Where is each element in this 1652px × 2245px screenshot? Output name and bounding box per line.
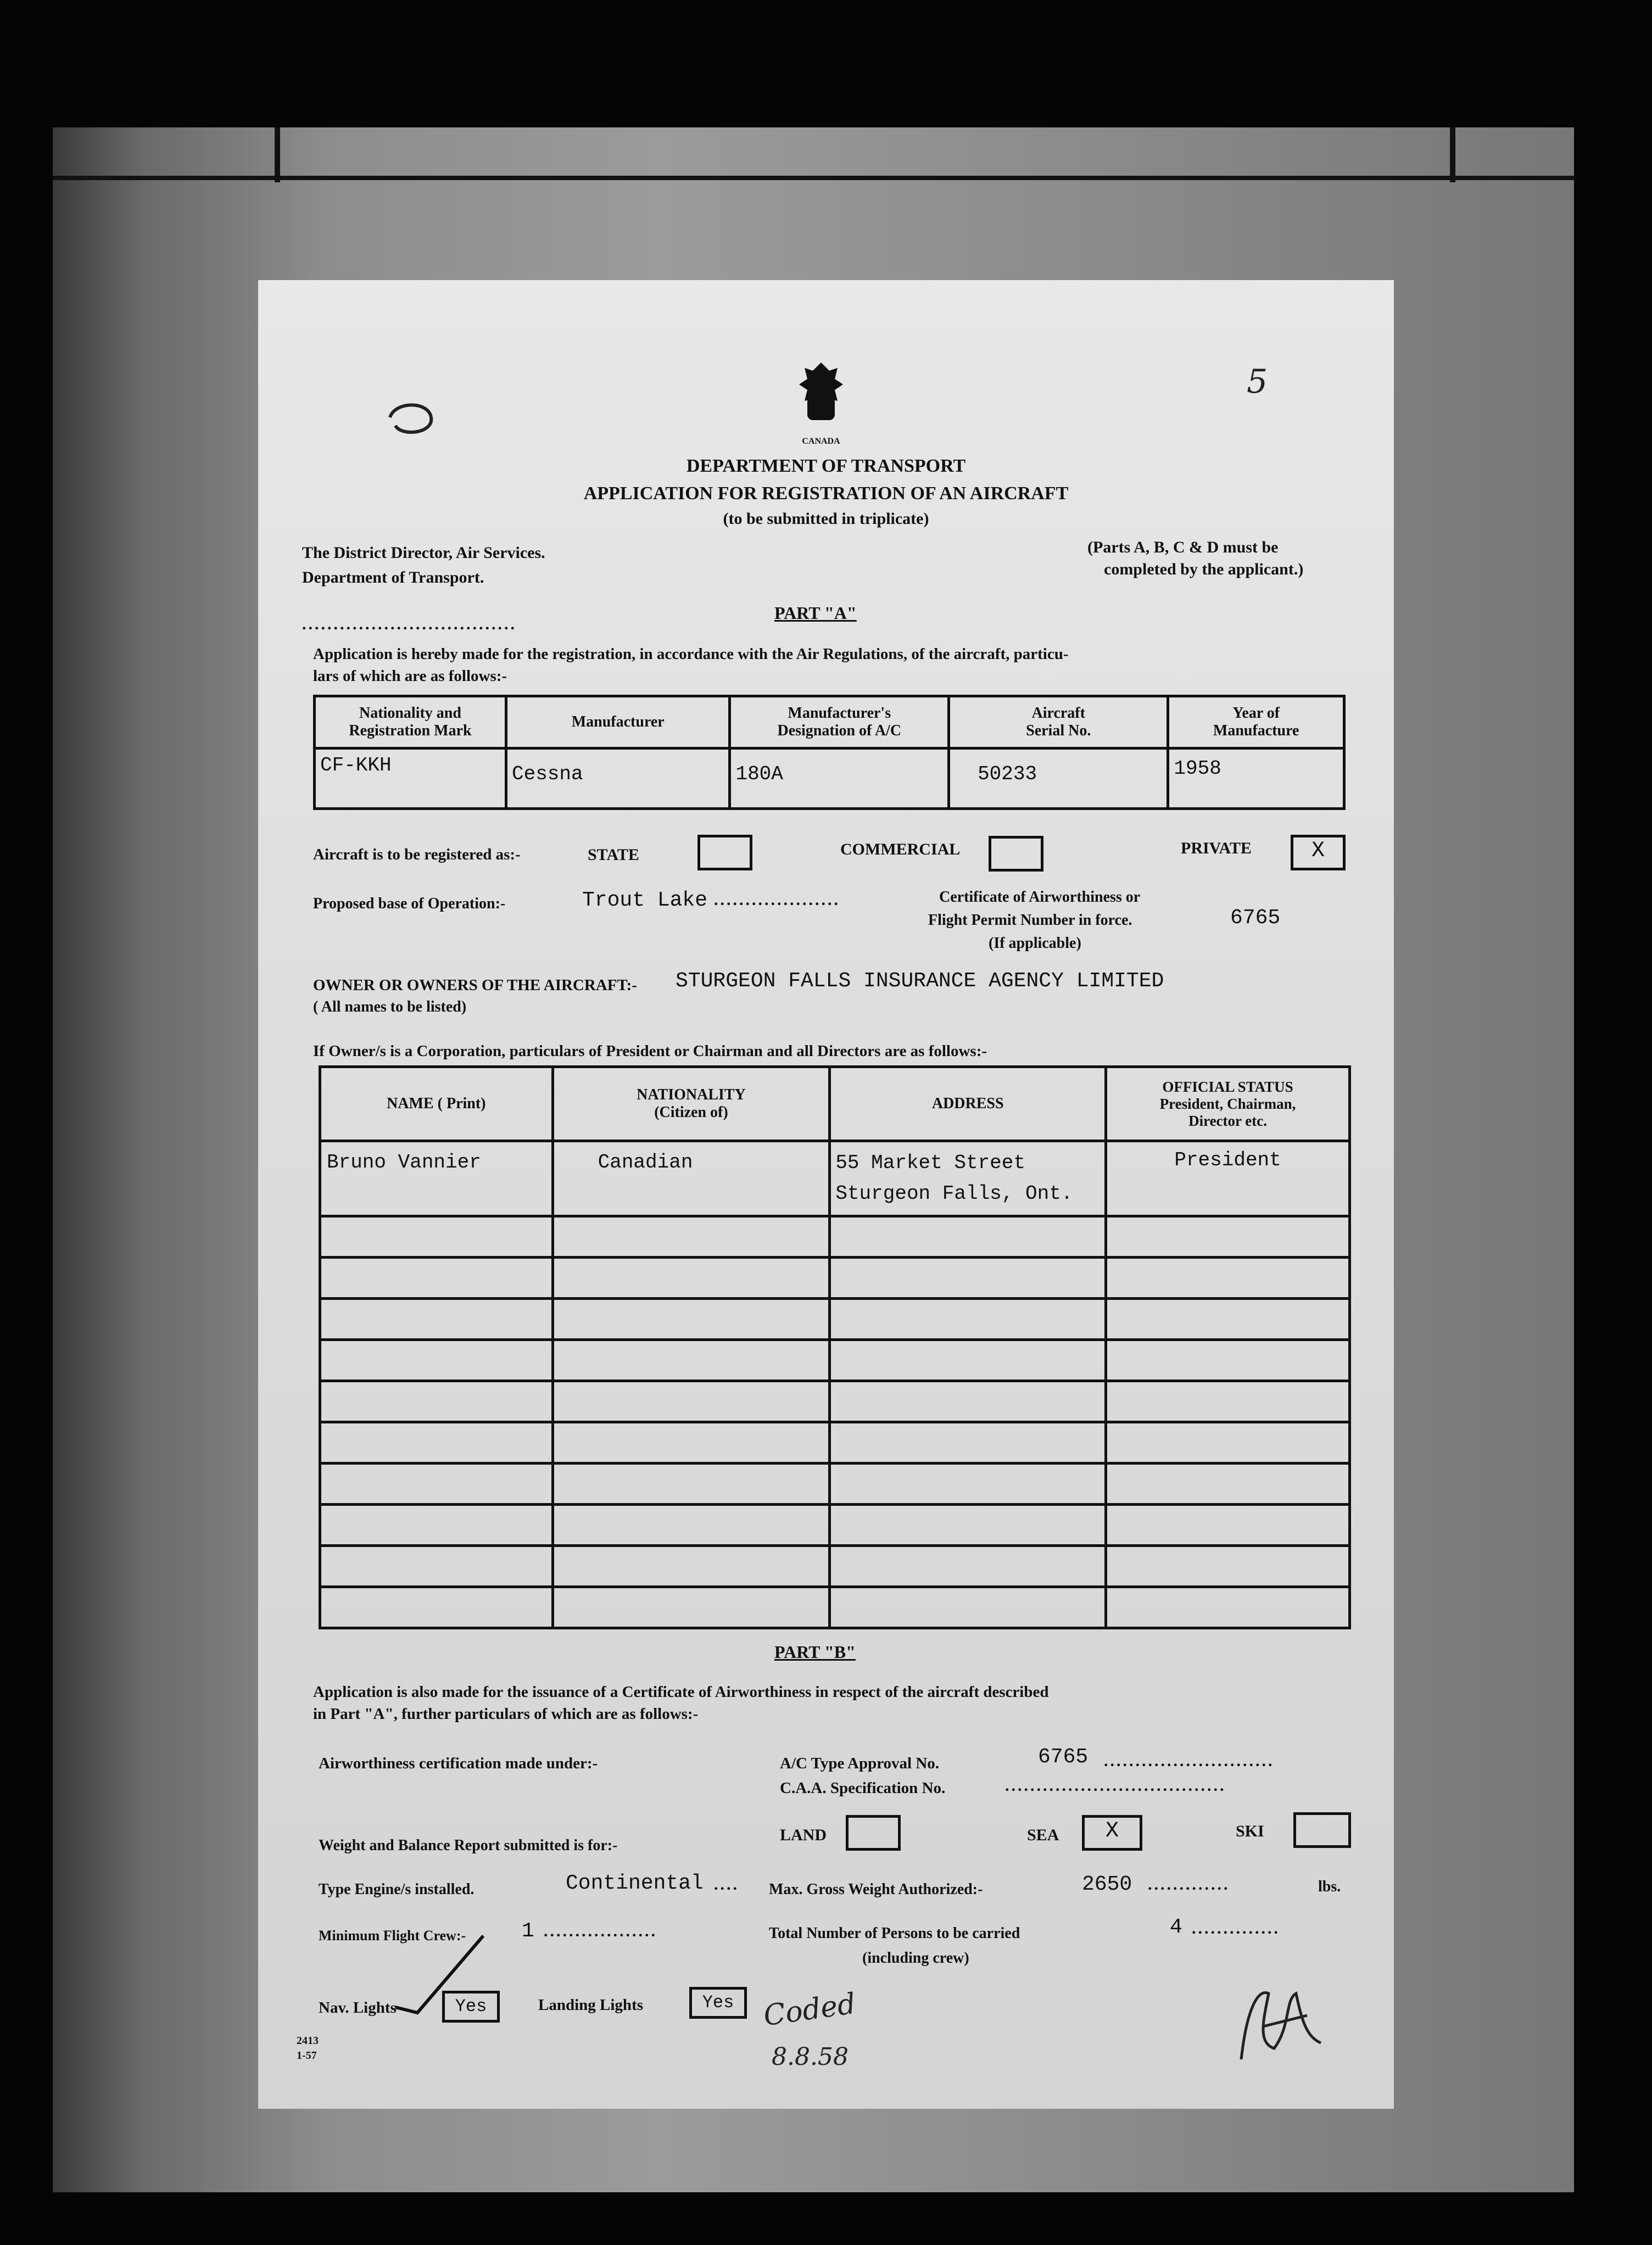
sea-checkbox[interactable]: X — [1082, 1815, 1142, 1851]
cert-label-1: Certificate of Airworthiness or — [939, 889, 1141, 906]
table-row — [320, 1422, 1350, 1464]
addressee-dots: .................................. — [302, 615, 517, 633]
empty-cell — [830, 1258, 1106, 1299]
table-row — [320, 1258, 1350, 1299]
empty-cell — [320, 1505, 553, 1546]
aircraft-details-table — [313, 695, 1346, 810]
corporation-label: If Owner/s is a Corporation, particulars of President or Chairman and all Directors are as follows:- — [313, 1042, 987, 1060]
empty-cell — [1106, 1216, 1350, 1258]
empty-cell — [1106, 1258, 1350, 1299]
address-line: Sturgeon Falls, Ont. — [835, 1182, 1073, 1205]
department-title: DEPARTMENT OF TRANSPORT — [686, 456, 966, 476]
part-a-intro-1: Application is hereby made for the registration, in accordance with the Air Regulations, of the aircraft, particu- — [313, 645, 1069, 663]
empty-cell — [552, 1505, 830, 1546]
empty-cell — [552, 1464, 830, 1505]
header-text: Manufacture — [1213, 722, 1299, 739]
empty-cell — [1106, 1546, 1350, 1587]
persons-dots: .............. — [1192, 1919, 1280, 1937]
header-text: Serial No. — [1026, 722, 1091, 739]
officers-header-row — [320, 1067, 1350, 1141]
persons-value: 4 — [1170, 1915, 1182, 1939]
table-row — [320, 1464, 1350, 1505]
coat-of-arms-icon — [791, 357, 851, 439]
initials-signature — [1225, 1977, 1335, 2070]
empty-cell — [552, 1340, 830, 1381]
empty-cell — [1106, 1381, 1350, 1422]
table-header-row — [315, 696, 1344, 749]
registered-as-label: Aircraft is to be registered as:- — [313, 846, 521, 863]
empty-cell — [552, 1381, 830, 1422]
header-text: OFFICIAL STATUS — [1162, 1078, 1293, 1095]
empty-cell — [830, 1505, 1106, 1546]
address-line: 55 Market Street — [835, 1152, 1025, 1174]
base-dots: .................... — [714, 891, 840, 909]
state-label: STATE — [588, 846, 639, 864]
type-approval-label: A/C Type Approval No. — [780, 1755, 940, 1772]
empty-cell — [320, 1464, 553, 1505]
header-text: Aircraft — [1031, 705, 1085, 722]
crew-dots: .................. — [544, 1922, 657, 1940]
note-line1: (Parts A, B, C & D must be — [1087, 538, 1279, 556]
header-text: Nationality and — [359, 705, 461, 722]
landing-lights-value: Yes — [689, 1987, 747, 2019]
land-checkbox[interactable] — [846, 1815, 901, 1851]
manufacturer-value: Cessna — [506, 749, 730, 809]
empty-cell — [830, 1422, 1106, 1464]
header-text: Year of — [1232, 705, 1280, 722]
empty-cell — [552, 1216, 830, 1258]
header-name: NAME ( Print) — [320, 1067, 553, 1141]
cert-applicable: (If applicable) — [989, 935, 1081, 952]
officers-table — [319, 1065, 1351, 1629]
table-row — [320, 1587, 1350, 1628]
empty-cell — [830, 1216, 1106, 1258]
engine-label: Type Engine/s installed. — [319, 1881, 475, 1898]
designation-value: 180A — [730, 749, 949, 809]
header-serial — [949, 696, 1168, 749]
empty-cell — [1106, 1340, 1350, 1381]
base-value: Trout Lake — [582, 889, 708, 912]
header-text: Director etc. — [1188, 1112, 1267, 1129]
header-nationality — [552, 1067, 830, 1141]
form-number-1: 2413 — [297, 2035, 319, 2047]
engine-value: Continental — [566, 1872, 704, 1895]
empty-cell — [320, 1381, 553, 1422]
owners-note: ( All names to be listed) — [313, 998, 467, 1015]
commercial-label: COMMERCIAL — [840, 840, 961, 858]
cert-label-2: Flight Permit Number in force. — [928, 912, 1132, 929]
header-text: Registration Mark — [349, 722, 472, 739]
crest-label: CANADA — [802, 437, 840, 446]
officer-name: Bruno Vannier — [320, 1141, 553, 1216]
header-text: (Citizen of) — [654, 1104, 728, 1121]
gross-label: Max. Gross Weight Authorized:- — [769, 1881, 983, 1898]
table-row — [320, 1299, 1350, 1340]
empty-cell — [552, 1546, 830, 1587]
serial-value: 50233 — [949, 749, 1168, 809]
empty-cell — [830, 1546, 1106, 1587]
base-label: Proposed base of Operation:- — [313, 895, 506, 912]
table-row — [315, 749, 1344, 809]
empty-cell — [830, 1381, 1106, 1422]
gross-dots: ............. — [1148, 1875, 1230, 1894]
empty-cell — [320, 1422, 553, 1464]
page-mark: 5 — [1247, 362, 1268, 401]
frame-rule — [53, 176, 1574, 180]
table-row — [320, 1505, 1350, 1546]
ski-checkbox[interactable] — [1293, 1812, 1351, 1848]
empty-cell — [320, 1216, 553, 1258]
gross-unit: lbs. — [1318, 1878, 1341, 1895]
part-a-title: PART "A" — [774, 603, 857, 623]
empty-cell — [1106, 1587, 1350, 1628]
sea-label: SEA — [1027, 1826, 1059, 1844]
empty-cell — [552, 1422, 830, 1464]
table-row — [320, 1381, 1350, 1422]
table-row — [320, 1141, 1350, 1216]
empty-cell — [320, 1258, 553, 1299]
private-label: PRIVATE — [1181, 839, 1252, 857]
cert-value: 6765 — [1230, 906, 1281, 930]
part-a-intro-2: lars of which are as follows:- — [313, 667, 507, 685]
persons-note: (including crew) — [862, 1950, 969, 1967]
crew-value: 1 — [522, 1919, 534, 1943]
gross-value: 2650 — [1082, 1873, 1132, 1896]
caa-dots: ................................... — [1005, 1777, 1226, 1795]
state-checkbox[interactable] — [697, 835, 752, 870]
header-text: Designation of A/C — [777, 722, 902, 739]
header-text: President, Chairman, — [1159, 1095, 1296, 1112]
table-row — [320, 1216, 1350, 1258]
empty-cell — [1106, 1422, 1350, 1464]
form-number-2: 1-57 — [297, 2049, 317, 2062]
empty-cell — [830, 1340, 1106, 1381]
empty-cell — [320, 1299, 553, 1340]
empty-cell — [552, 1587, 830, 1628]
land-label: LAND — [780, 1826, 827, 1844]
header-text: Manufacturer — [571, 713, 665, 730]
empty-cell — [320, 1340, 553, 1381]
nav-lights-value: Yes — [442, 1991, 500, 2023]
header-designation — [730, 696, 949, 749]
empty-cell — [320, 1546, 553, 1587]
form-title: APPLICATION FOR REGISTRATION OF AN AIRCRAFT — [583, 483, 1069, 504]
empty-cell — [830, 1299, 1106, 1340]
wb-label: Weight and Balance Report submitted is for:- — [319, 1837, 618, 1854]
cert-under-label: Airworthiness certification made under:- — [319, 1755, 598, 1772]
nav-lights-label: Nav. Lights — [319, 1999, 397, 2017]
private-checkbox[interactable]: X — [1291, 835, 1346, 870]
header-text: Manufacturer's — [788, 705, 891, 722]
empty-cell — [1106, 1464, 1350, 1505]
addressee-line2: Department of Transport. — [302, 568, 484, 587]
check-mark — [384, 1930, 494, 2018]
note-line2: completed by the applicant.) — [1104, 560, 1304, 578]
empty-cell — [552, 1258, 830, 1299]
landing-lights-label: Landing Lights — [538, 1996, 644, 2014]
header-status — [1106, 1067, 1350, 1141]
frame-divider — [275, 127, 280, 182]
officer-address — [830, 1141, 1106, 1216]
empty-cell — [1106, 1299, 1350, 1340]
part-b-intro-2: in Part "A", further particulars of which are as follows:- — [313, 1705, 699, 1723]
handwritten-date: 8.8.58 — [772, 2043, 849, 2071]
frame-divider — [1450, 127, 1455, 182]
addressee-line1: The District Director, Air Services. — [302, 544, 545, 562]
persons-label: Total Number of Persons to be carried — [769, 1925, 1020, 1942]
year-value: 1958 — [1168, 749, 1344, 809]
application-form — [258, 280, 1394, 2109]
empty-cell — [1106, 1505, 1350, 1546]
engine-dots: .... — [714, 1875, 739, 1894]
part-b-title: PART "B" — [774, 1642, 856, 1662]
empty-cell — [552, 1299, 830, 1340]
header-year — [1168, 696, 1344, 749]
header-address: ADDRESS — [830, 1067, 1106, 1141]
table-row — [320, 1340, 1350, 1381]
empty-cell — [830, 1464, 1106, 1505]
form-subtitle: (to be submitted in triplicate) — [723, 510, 929, 528]
caa-label: C.A.A. Specification No. — [780, 1779, 946, 1797]
registration-mark-value: CF-KKH — [315, 749, 506, 809]
owners-label: OWNER OR OWNERS OF THE AIRCRAFT:- — [313, 976, 637, 994]
header-text: NATIONALITY — [637, 1086, 746, 1103]
header-manufacturer — [506, 696, 730, 749]
table-row — [320, 1546, 1350, 1587]
officer-status: President — [1106, 1141, 1350, 1216]
part-b-intro-1: Application is also made for the issuance of a Certificate of Airworthiness in respect of the aircraft described — [313, 1683, 1049, 1701]
type-approval-dots: ........................... — [1104, 1752, 1275, 1770]
commercial-checkbox[interactable] — [989, 836, 1043, 872]
empty-cell — [320, 1587, 553, 1628]
officer-nationality: Canadian — [552, 1141, 830, 1216]
empty-cell — [830, 1587, 1106, 1628]
owners-value: STURGEON FALLS INSURANCE AGENCY LIMITED — [676, 969, 1164, 993]
header-registration-mark — [315, 696, 506, 749]
handwritten-note: Coded — [761, 1987, 858, 2033]
crew-label: Minimum Flight Crew:- — [319, 1928, 466, 1944]
scribble-mark — [379, 395, 445, 439]
ski-label: SKI — [1236, 1822, 1264, 1840]
type-approval-value: 6765 — [1038, 1745, 1089, 1769]
